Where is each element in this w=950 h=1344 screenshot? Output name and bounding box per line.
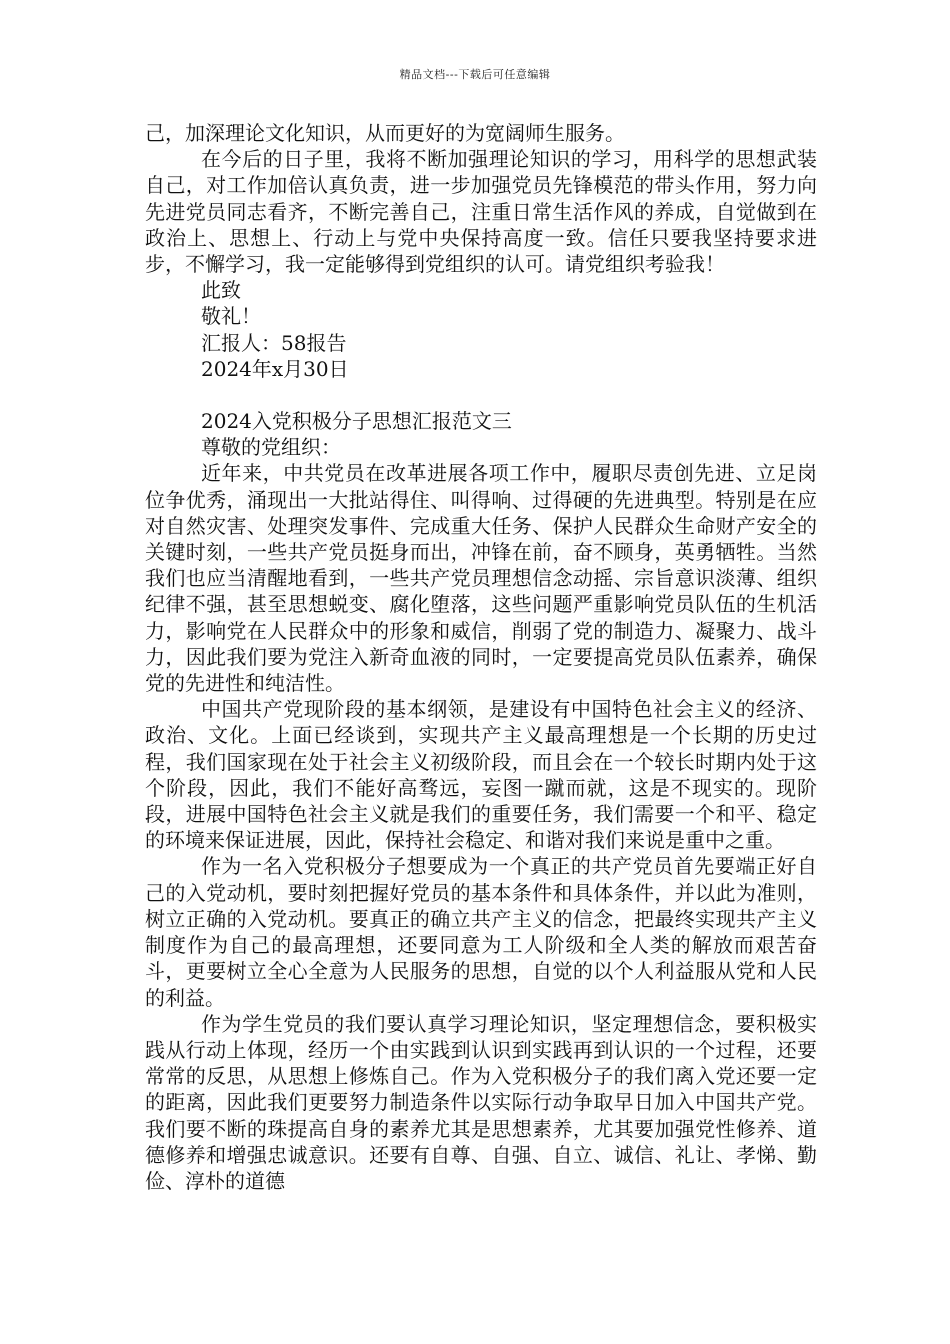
closing-ci-zhi: 此致 (201, 278, 241, 303)
paragraph-basic-program: 中国共产党现阶段的基本纲领，是建设有中国特色社会主义的经济、政治、文化。上面已经谈到，实现共产主义最高理想是一个长期的历史过程，我们国家现在处于社会主义初级阶段，而且会在一个较长时期内处于这个阶段，因此，我们不能好高骛远，妄图一蹴而就，这是不现实的。现阶段，进展中国特色社会主义就是我们的重要任务，我们需要一个和平、稳定的环境来保证进展，因此，保持社会稳定、和谐对我们来说是重中之重。 (145, 697, 817, 853)
date-line: 2024年x月30日 (201, 356, 349, 381)
salutation: 尊敬的党组织： (201, 435, 341, 460)
page-header-watermark: 精品文档---下载后可任意编辑 (399, 68, 551, 81)
document-body (145, 120, 817, 1194)
paragraph-continuation: 己，加深理论文化知识，从而更好的为宽阔师生服务。 (145, 121, 625, 145)
paragraph-recent-years: 近年来，中共党员在改革进展各项工作中，履职尽责创先进、立足岗位争优秀，涌现出一大批站得住、叫得响、过得硬的先进典型。特别是在应对自然灾害、处理突发事件、完成重大任务、保护人民群众生命财产安全的关键时刻，一些共产党员挺身而出，冲锋在前，奋不顾身，英勇牺牲。当然我们也应当清醒地看到，一些共产党员理想信念动摇、宗旨意识淡薄、组织纪律不强，甚至思想蜕变、腐化堕落，这些问题严重影响党员队伍的生机活力，影响党在人民群众中的形象和威信，削弱了党的制造力、凝聚力、战斗力，因此我们要为党注入新奇血液的同时，一定要提高党员队伍素养，确保党的先进性和纯洁性。 (145, 461, 817, 696)
signer-line: 汇报人：58报告 (201, 330, 347, 355)
closing-jing-li: 敬礼！ (201, 304, 261, 329)
paragraph-motivation: 作为一名入党积极分子想要成为一个真正的共产党员首先要端正好自己的入党动机，要时刻把握好党员的基本条件和具体条件，并以此为准则，树立正确的入党动机。要真正的确立共产主义的信念，把最终实现共产主义制度作为自己的最高理想，还要同意为工人阶级和全人类的解放而艰苦奋斗，更要树立全心全意为人民服务的思想，自觉的以个人利益服从党和人民的利益。 (145, 854, 817, 1010)
paragraph-future-plans: 在今后的日子里，我将不断加强理论知识的学习，用科学的思想武装自己，对工作加倍认真负责，进一步加强党员先锋模范的带头作用，努力向先进党员同志看齐，不断完善自己，注重日常生活作风的养成，自觉做到在政治上、思想上、行动上与党中央保持高度一致。信任只要我坚持要求进步，不懈学习，我一定能够得到党组织的认可。请党组织考验我！ (145, 147, 817, 277)
section-title: 2024入党积极分子思想汇报范文三 (201, 409, 512, 434)
paragraph-student-members: 作为学生党员的我们要认真学习理论知识，坚定理想信念，要积极实践从行动上体现，经历一个由实践到认识到实践再到认识的一个过程，还要常常的反思，从思想上修炼自己。作为入党积极分子的我们离入党还要一定的距离，因此我们更要努力制造条件以实际行动争取早日加入中国共产党。我们要不断的珠提高自身的素养尤其是思想素养，尤其要加强党性修养、道德修养和增强忠诚意识。还要有自尊、自强、自立、诚信、礼让、孝悌、勤俭、淳朴的道德 (145, 1011, 817, 1193)
